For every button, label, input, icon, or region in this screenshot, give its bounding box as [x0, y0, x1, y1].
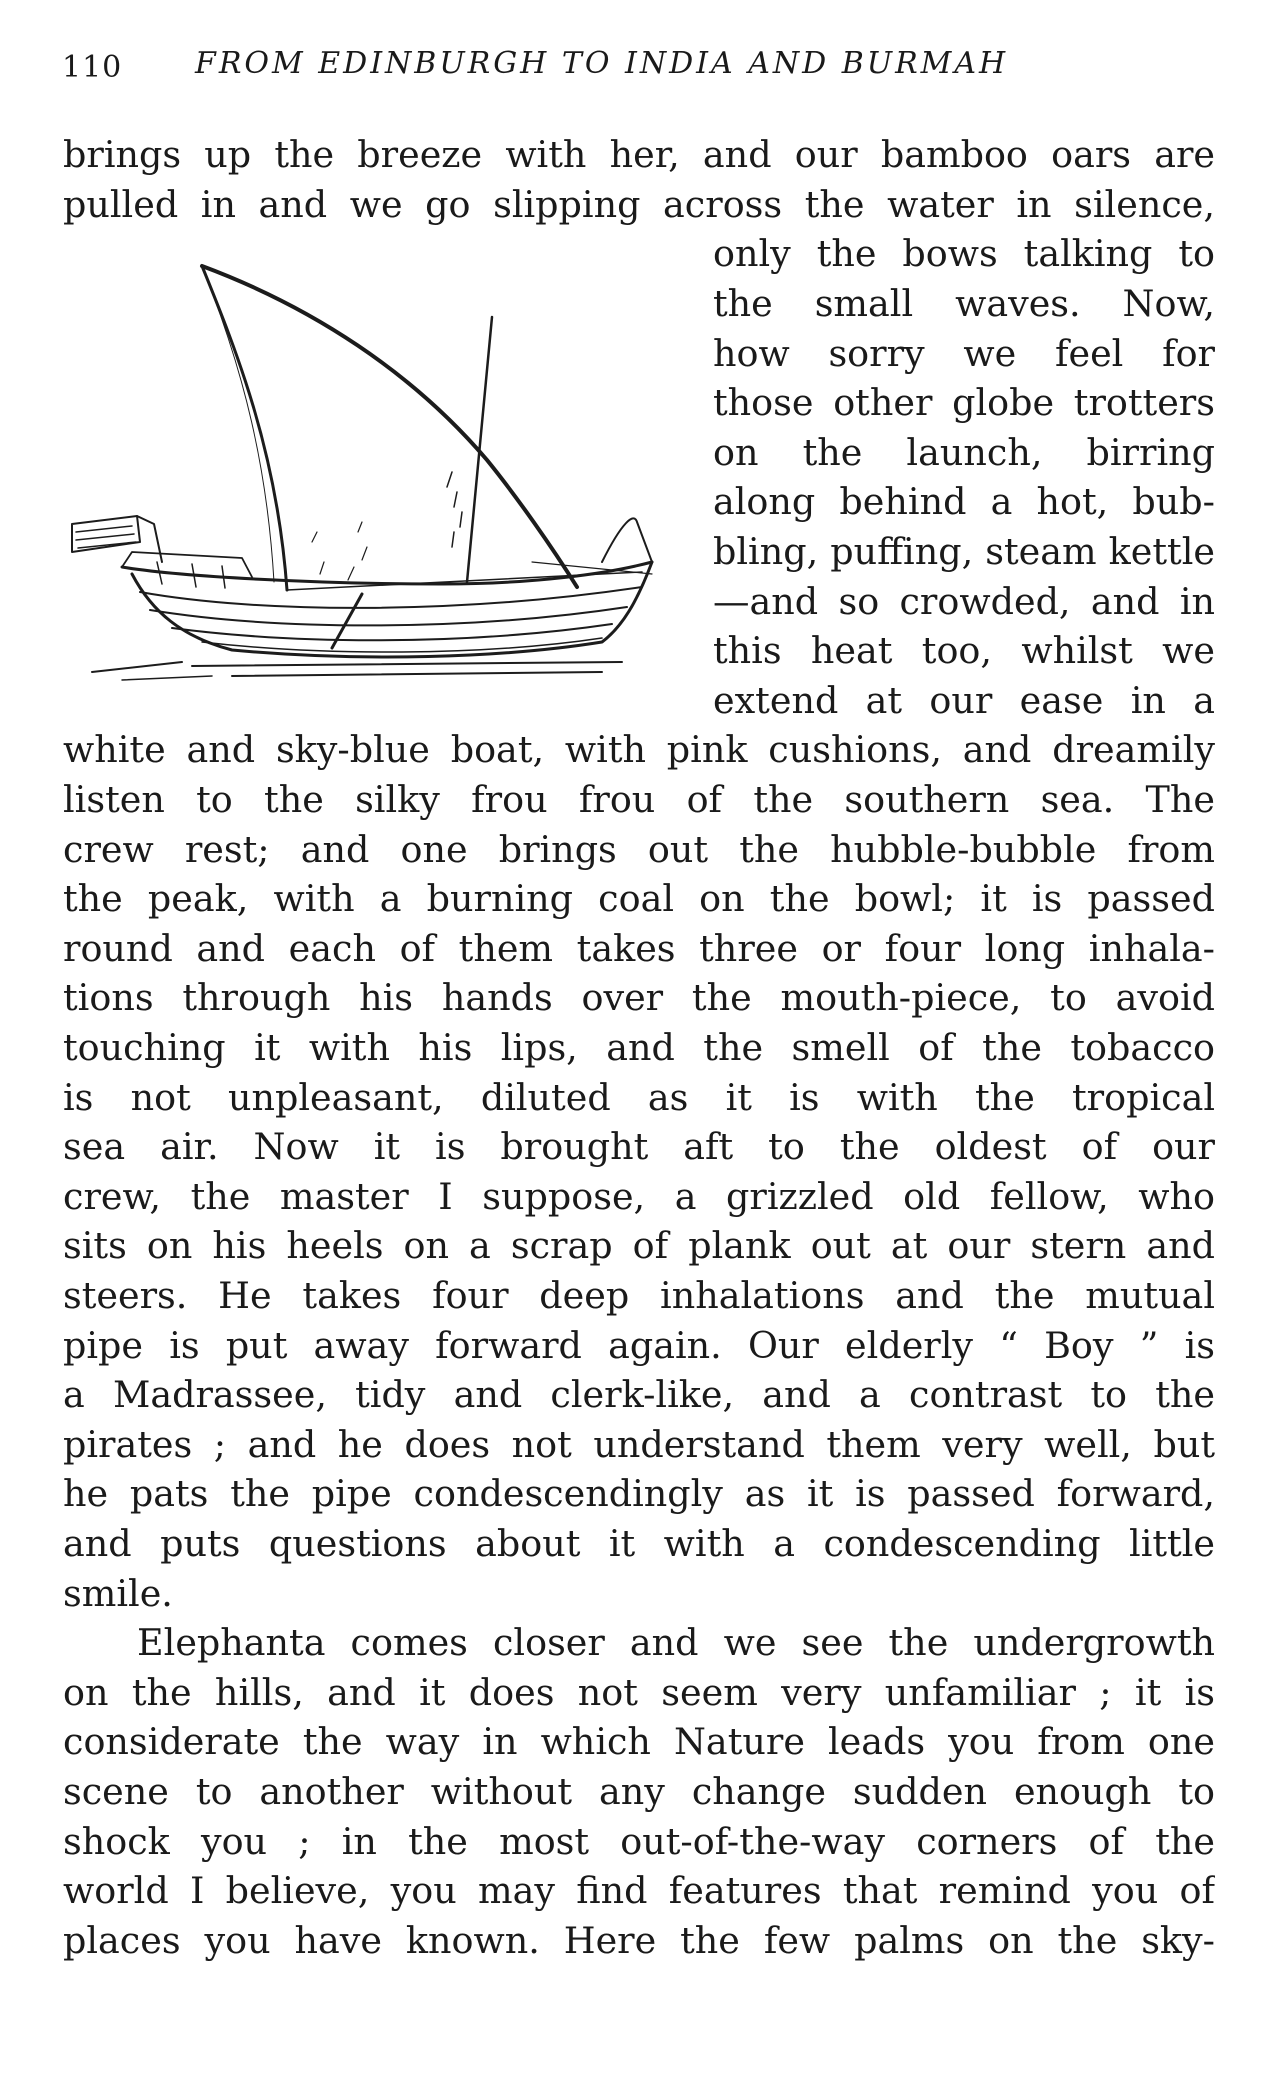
text-line: crew rest; and one brings out the hubble-bubble from	[63, 828, 1215, 871]
text-line: along behind a hot, bub-	[713, 480, 1215, 523]
text-line: extend at our ease in a	[713, 679, 1215, 722]
text-line: crew, the master I suppose, a grizzled old fellow, who	[63, 1175, 1215, 1218]
text-line: the peak, with a burning coal on the bowl; it is passed	[63, 877, 1215, 920]
text-line: brings up the breeze with her, and our bamboo oars are	[63, 133, 1215, 176]
text-line: shock you ; in the most out-of-the-way corners of the	[63, 1820, 1215, 1863]
text-line: bling, puffing, steam kettle	[713, 530, 1215, 573]
text-line: those other globe trotters	[713, 381, 1215, 424]
text-line: is not unpleasant, diluted as it is with the tropical	[63, 1076, 1215, 1119]
page-number: 110	[62, 50, 123, 85]
text-line: pipe is put away forward again. Our elderly “ Boy ” is	[63, 1324, 1215, 1367]
page-header	[62, 46, 1222, 86]
text-line: touching it with his lips, and the smell of the tobacco	[63, 1026, 1215, 1069]
text-line: a Madrassee, tidy and clerk-like, and a contrast to the	[63, 1373, 1215, 1416]
text-line: listen to the silky frou frou of the southern sea. The	[63, 778, 1215, 821]
text-line: white and sky-blue boat, with pink cushions, and dreamily	[63, 728, 1215, 771]
text-line: on the launch, birring	[713, 431, 1215, 474]
paragraph-end-line: smile.	[63, 1572, 173, 1615]
text-line: this heat too, whilst we	[713, 629, 1215, 672]
paragraph-start-line: Elephanta comes closer and we see the undergrowth	[137, 1621, 1215, 1664]
text-line: sea air. Now it is brought aft to the oldest of our	[63, 1125, 1215, 1168]
text-line: how sorry we feel for	[713, 332, 1215, 375]
text-line: the small waves. Now,	[713, 282, 1215, 325]
text-line: only the bows talking to	[713, 232, 1215, 275]
text-line: and puts questions about it with a condescending little	[63, 1522, 1215, 1565]
text-line: tions through his hands over the mouth-piece, to avoid	[63, 976, 1215, 1019]
text-line: world I believe, you may find features that remind you of	[63, 1869, 1215, 1912]
text-line: pulled in and we go slipping across the water in silence,	[63, 183, 1215, 226]
text-line: pirates ; and he does not understand them very well, but	[63, 1423, 1215, 1466]
text-line: round and each of them takes three or four long inhala-	[63, 927, 1215, 970]
text-line: on the hills, and it does not seem very unfamiliar ; it is	[63, 1671, 1215, 1714]
text-line: —and so crowded, and in	[713, 580, 1215, 623]
running-title: FROM EDINBURGH TO INDIA AND BURMAH	[195, 46, 1009, 81]
text-line: considerate the way in which Nature leads you from one	[63, 1720, 1215, 1763]
text-line: sits on his heels on a scrap of plank out at our stern and	[63, 1224, 1215, 1267]
text-line: steers. He takes four deep inhalations and the mutual	[63, 1274, 1215, 1317]
text-line: he pats the pipe condescendingly as it is passed forward,	[63, 1472, 1215, 1515]
boat-sketch-illustration	[62, 262, 672, 722]
text-line: places you have known. Here the few palms on the sky-	[63, 1919, 1215, 1962]
text-line: scene to another without any change sudden enough to	[63, 1770, 1215, 1813]
